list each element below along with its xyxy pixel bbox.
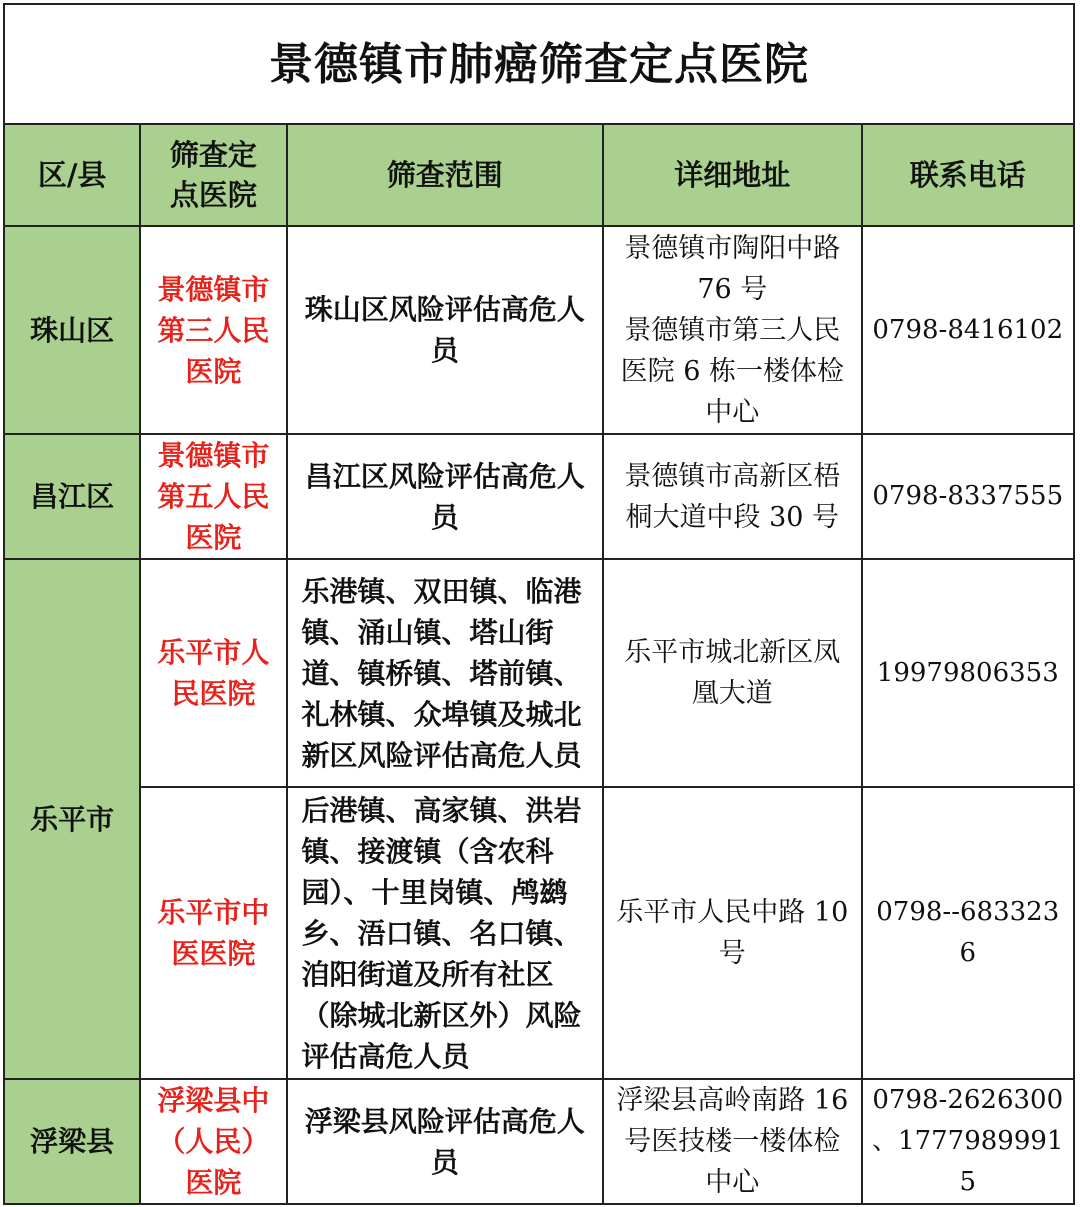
- district-cell: 乐平市: [4, 559, 140, 1079]
- phone-cell: 0798-8337555: [862, 434, 1074, 559]
- scope-cell: 浮梁县风险评估高危人员: [287, 1079, 604, 1204]
- hospital-table-frame: [3, 3, 1075, 1201]
- district-cell: 昌江区: [4, 434, 140, 559]
- table-row: [4, 787, 1074, 1079]
- phone-cell: 0798--6833236: [862, 787, 1074, 1079]
- header-phone: 联系电话: [862, 124, 1074, 226]
- phone-cell: [862, 1079, 1074, 1204]
- hospital-cell: 浮梁县中（人民）医院: [140, 1079, 286, 1204]
- district-cell: 珠山区: [4, 226, 140, 434]
- phone-cell: 19979806353: [862, 559, 1074, 787]
- scope-cell: 昌江区风险评估高危人员: [287, 434, 604, 559]
- table-row: [4, 226, 1074, 434]
- hospital-cell: 景德镇市第五人民医院: [140, 434, 286, 559]
- district-cell: 浮梁县: [4, 1079, 140, 1204]
- address-line: 景德镇市陶阳中路 76 号: [624, 232, 841, 305]
- hospital-cell: 乐平市人民医院: [140, 559, 286, 787]
- phone-line: 、17779899915: [872, 1126, 1064, 1197]
- header-scope: 筛查范围: [287, 124, 604, 226]
- header-row: [4, 124, 1074, 226]
- hospital-cell: 景德镇市第三人民医院: [140, 226, 286, 434]
- scope-cell: 后港镇、高家镇、洪岩镇、接渡镇（含农科园）、十里岗镇、鸬鹚乡、浯口镇、名口镇、洎阳街道及所有社区（除城北新区外）风险评估高危人员: [287, 787, 604, 1079]
- table-row: [4, 559, 1074, 787]
- table-row: [4, 1079, 1074, 1204]
- hospital-table: [3, 3, 1075, 1205]
- address-cell: 乐平市城北新区凤凰大道: [603, 559, 861, 787]
- address-line: 景德镇市第三人民医院 6 栋一楼体检中心: [620, 314, 844, 428]
- scope-cell: 珠山区风险评估高危人员: [287, 226, 604, 434]
- header-hospital-line2: 点医院: [169, 178, 257, 212]
- header-hospital-line1: 筛查定: [169, 138, 257, 172]
- header-address: 详细地址: [603, 124, 861, 226]
- hospital-cell: 乐平市中医医院: [140, 787, 286, 1079]
- phone-cell: 0798-8416102: [862, 226, 1074, 434]
- scope-cell: 乐港镇、双田镇、临港镇、涌山镇、塔山街道、镇桥镇、塔前镇、礼林镇、众埠镇及城北新区风险评估高危人员: [287, 559, 604, 787]
- header-district: 区/县: [4, 124, 140, 226]
- address-cell: 景德镇市高新区梧桐大道中段 30 号: [603, 434, 861, 559]
- phone-line: 0798-2626300: [872, 1085, 1064, 1115]
- address-cell: 浮梁县高岭南路 16 号医技楼一楼体检中心: [603, 1079, 861, 1204]
- address-cell: 乐平市人民中路 10 号: [603, 787, 861, 1079]
- table-title: 景德镇市肺癌筛查定点医院: [4, 4, 1074, 124]
- address-cell: [603, 226, 861, 434]
- header-hospital: [140, 124, 286, 226]
- table-row: [4, 434, 1074, 559]
